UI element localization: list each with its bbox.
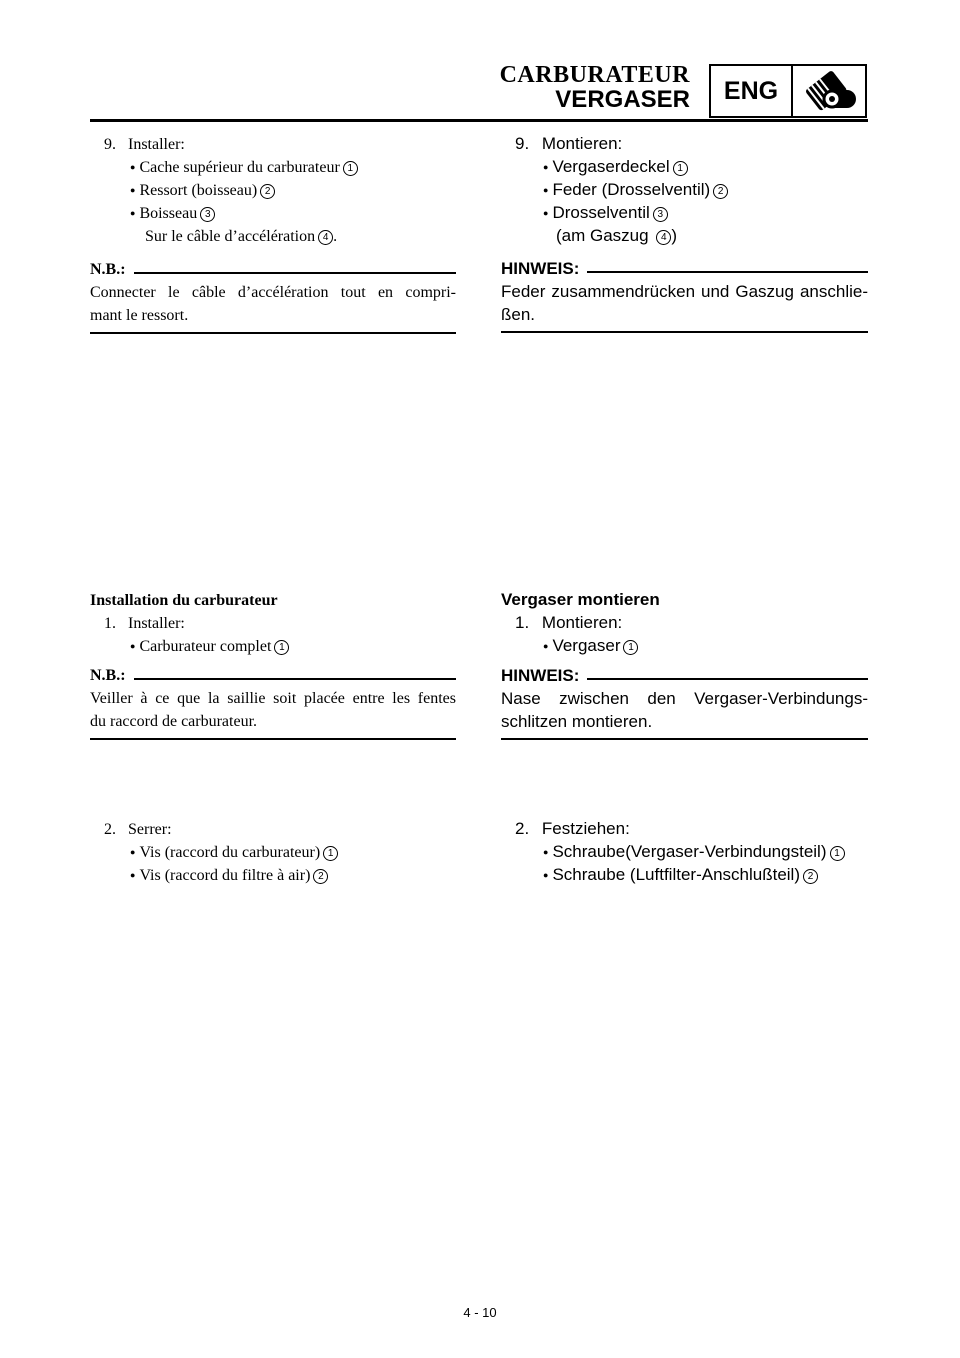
header-title-de: VERGASER	[555, 86, 690, 113]
note-label: HINWEIS:	[501, 666, 580, 685]
section-badge	[709, 64, 867, 118]
note-text: ßen.	[501, 305, 536, 324]
list-item: ● Carburateur complet 1	[130, 635, 289, 660]
note-text: Veiller à ce que la saillie soit placée entre les fentes	[90, 690, 456, 707]
list-item: ● Feder (Drosselventil) 2	[543, 178, 728, 204]
right-step9	[515, 132, 622, 155]
note-label: N.B.:	[90, 261, 126, 278]
list-item: ● Schraube (Luftfilter-Anschlußteil) 2	[543, 863, 818, 889]
note-text: Connecter le câble d’accélération tout en compri-	[90, 284, 456, 301]
note-text: Nase zwischen den Vergaser-Verbindungs-	[501, 689, 868, 708]
step-number: 9.	[104, 136, 116, 153]
badge-label: ENG	[711, 66, 793, 116]
step-action: Festziehen:	[541, 819, 630, 838]
left-step9	[104, 133, 185, 156]
section-title-de: Vergaser montieren	[501, 590, 660, 609]
list-item: ● Schraube(Vergaser-Verbindungsteil) 1	[543, 840, 845, 866]
note-label: N.B.:	[90, 667, 126, 684]
note-hinweis-2	[501, 664, 868, 740]
step-action: Montieren:	[541, 613, 623, 632]
list-item: ● Boisseau 3	[130, 202, 215, 227]
step-action: Installer:	[128, 615, 185, 632]
step-number: 1.	[515, 613, 530, 632]
list-item-sub: Sur le câble d’accélération 4 .	[145, 228, 338, 245]
note-text: mant le ressort.	[90, 307, 189, 324]
right-step1	[515, 611, 622, 634]
step-number: 1.	[104, 615, 116, 632]
step-number: 9.	[515, 134, 530, 153]
header-title-fr: CARBURATEUR	[499, 62, 690, 88]
step-action: Montieren:	[541, 134, 623, 153]
left-step2	[104, 818, 172, 841]
list-item: ● Cache supérieur du carburateur 1	[130, 156, 358, 181]
right-step2	[515, 817, 630, 840]
note-nb-1	[90, 258, 456, 334]
list-item: ● Drosselventil 3	[543, 201, 668, 227]
note-label: HINWEIS:	[501, 259, 580, 278]
section-title-fr: Installation du carburateur	[90, 592, 278, 609]
list-item: ● Ressort (boisseau) 2	[130, 179, 275, 204]
list-item: ● Vergaser 1	[543, 634, 638, 660]
list-item-sub: (am Gaszug 4 )	[556, 226, 677, 245]
header-rule	[90, 119, 868, 122]
step-action: Serrer:	[128, 821, 172, 838]
list-item: ● Vergaserdeckel 1	[543, 155, 688, 181]
page-number: 4 - 10	[463, 1305, 497, 1320]
note-text: du raccord de carburateur.	[90, 713, 258, 730]
engine-piston-icon	[793, 66, 865, 116]
note-text: schlitzen montieren.	[501, 712, 653, 731]
step-number: 2.	[515, 819, 530, 838]
left-step1	[104, 612, 185, 635]
note-hinweis-1	[501, 257, 868, 333]
step-number: 2.	[104, 821, 116, 838]
step-action: Installer:	[128, 136, 185, 153]
list-item: ● Vis (raccord du filtre à air) 2	[130, 864, 328, 889]
note-nb-2	[90, 664, 456, 740]
note-text: Feder zusammendrücken und Gaszug anschlie-	[501, 282, 868, 301]
list-item: ● Vis (raccord du carburateur) 1	[130, 841, 338, 866]
